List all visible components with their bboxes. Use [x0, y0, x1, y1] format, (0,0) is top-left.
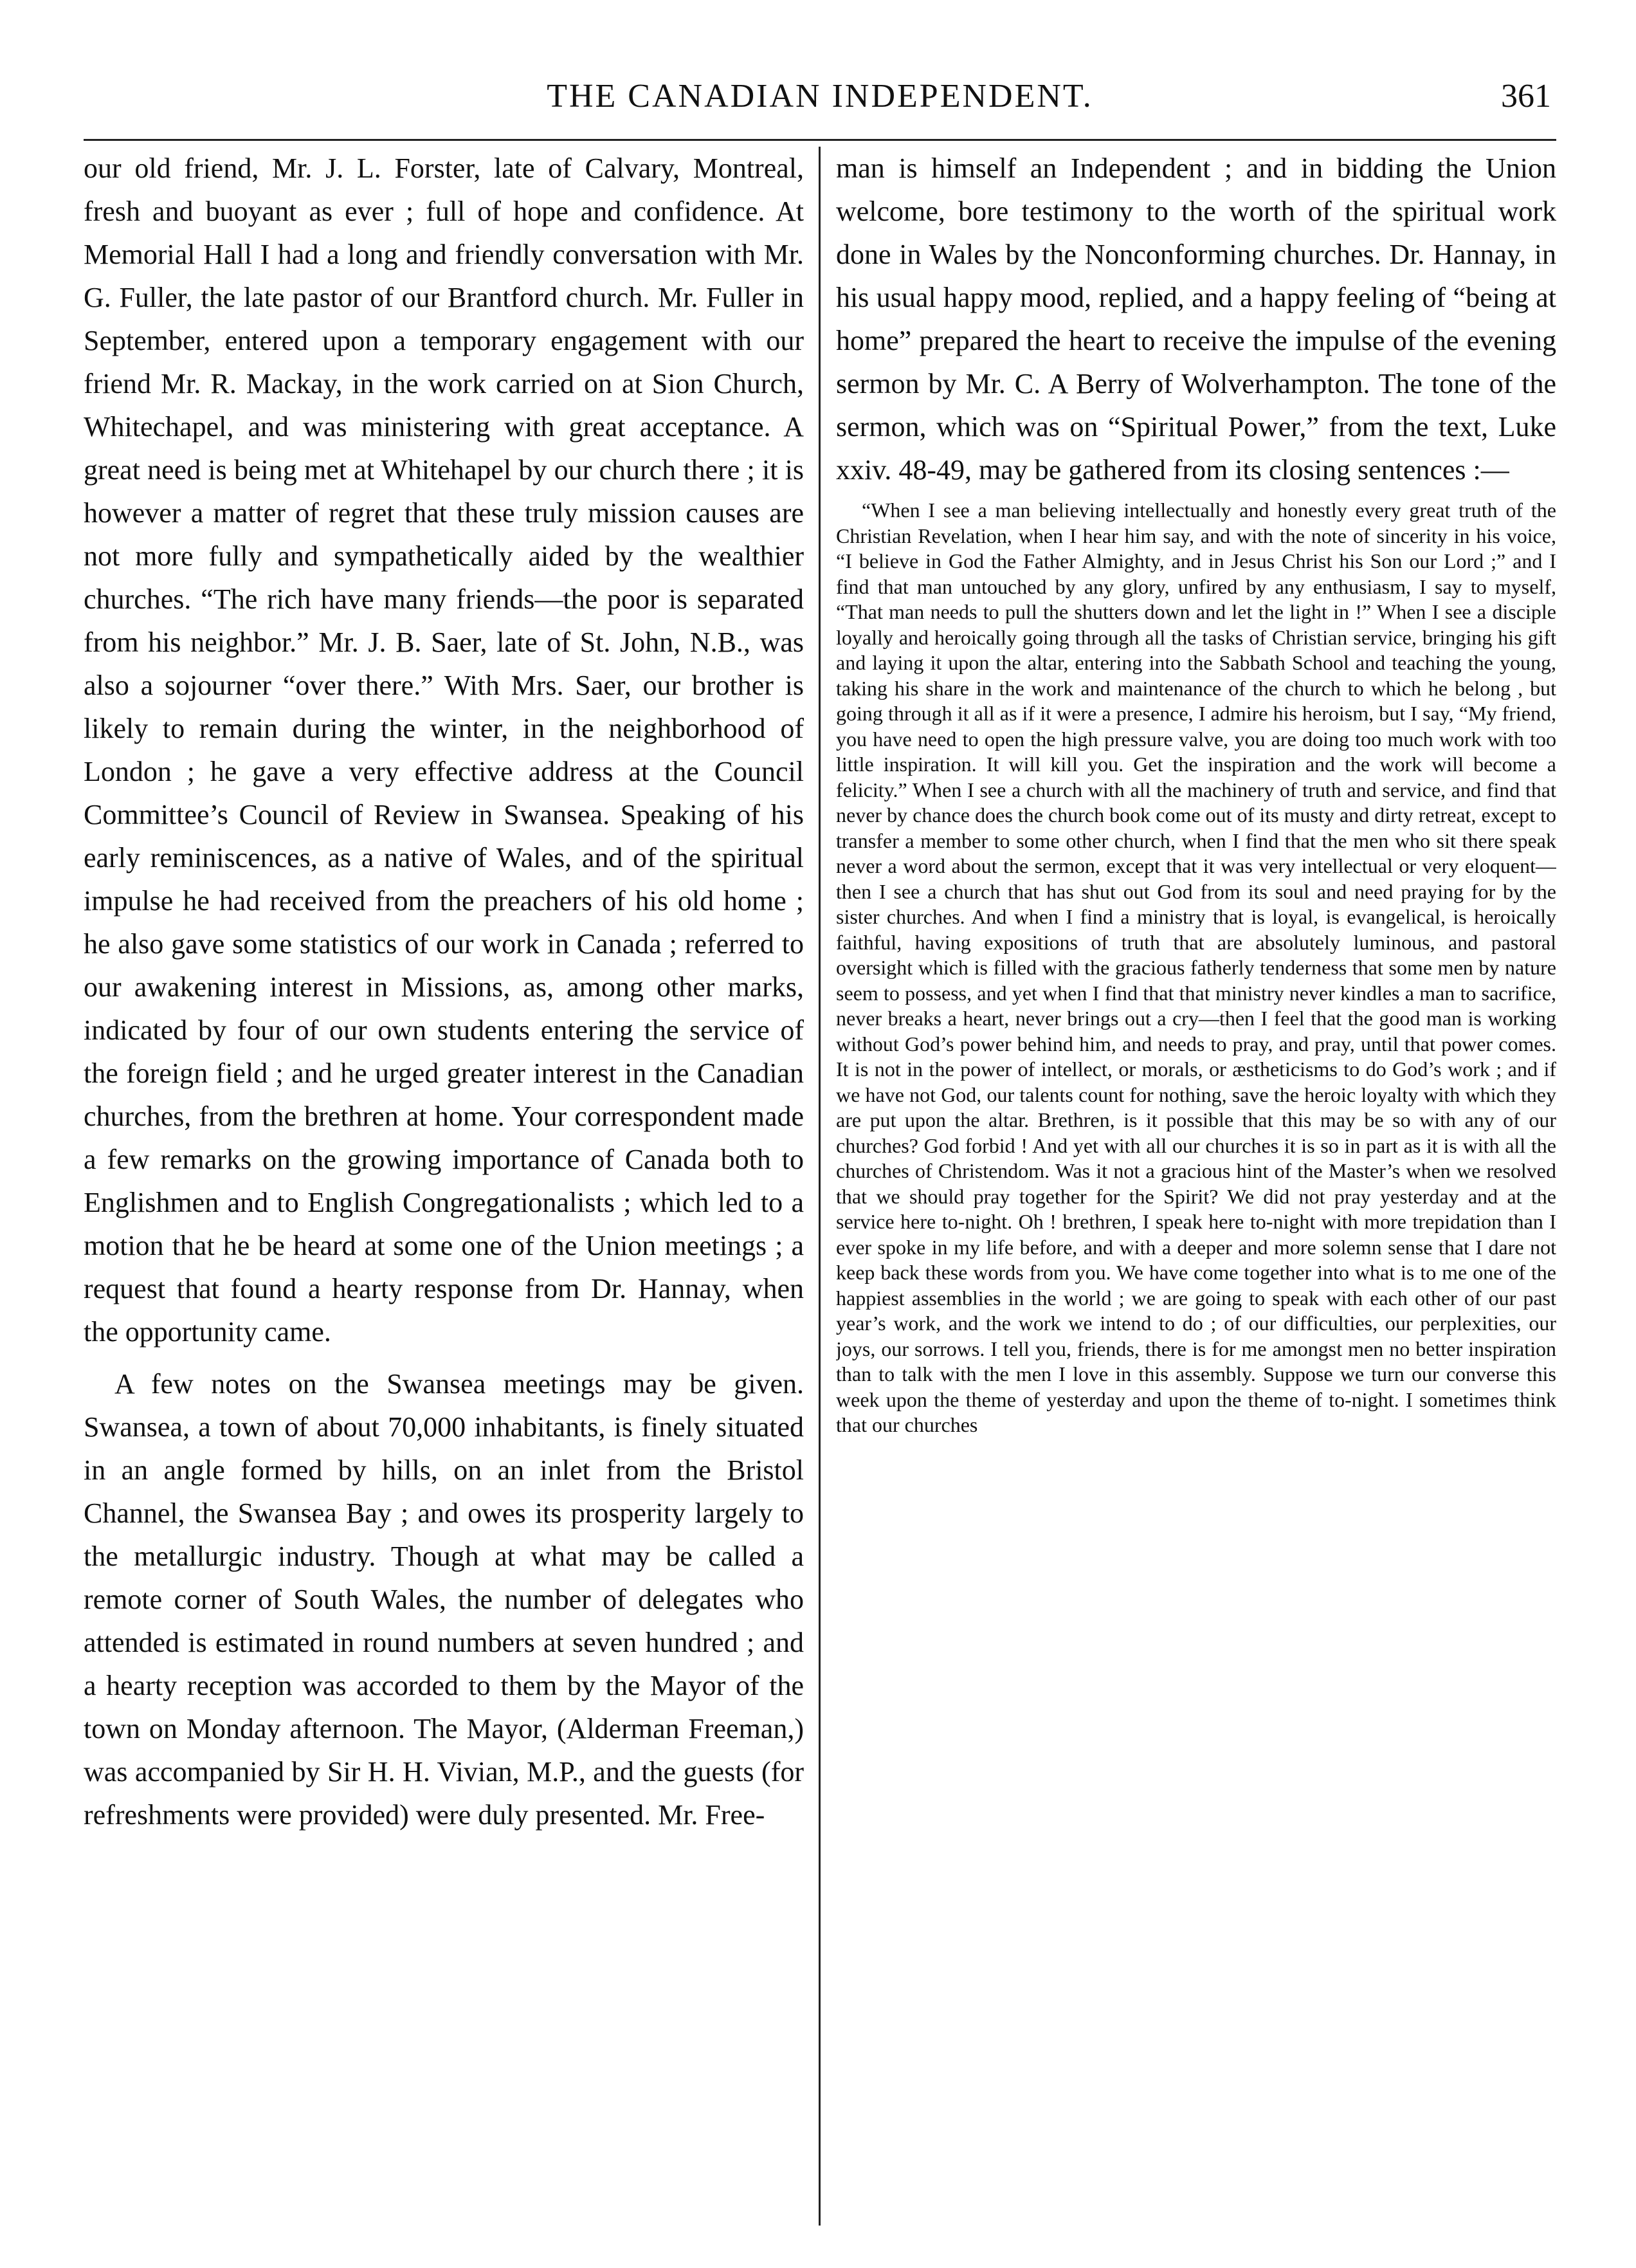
text-columns [84, 147, 1556, 2226]
page-number: 361 [1501, 78, 1551, 114]
header-rule [84, 139, 1556, 141]
column-divider [819, 147, 821, 2226]
publication-title: THE CANADIAN INDEPENDENT. [547, 78, 1093, 114]
running-head [84, 77, 1556, 127]
left-paragraph-2: A few notes on the Swansea meetings may be given. Swansea, a town of about 70,000 inhabitants, is finely situated in an angle formed by hills, on an inlet from the Bristol Channel, the Swansea Bay ; and owes its prosperity largely to the metallurgic industry. Though at what may be called a remote corner of South Wales, the number of delegates who attended is estimated in round numbers at seven hundred ; and a hearty reception was accorded to them by the Mayor of the town on Monday afternoon. The Mayor, (Alderman Freeman,) was accompanied by Sir H. H. Vivian, M.P., and the guests (for refreshments were provided) were duly presented. Mr. Free- [84, 1368, 804, 1831]
sermon-quote: “When I see a man believing intellectually and honestly every great truth of the Christian Revelation, when I hear him say, and with the note of sincerity in his voice, “I believe in God the Father Almighty, and in Jesus Christ his Son our Lord ;” and I find that man untouched by any glory, unfired by any enthusiasm, I say to myself, “That man needs to pull the shutters down and let the light in !” When I see a disciple loyally and heroically going through all the tasks of Christian service, bringing his gift and laying it upon the altar, entering into the Sabbath School and teaching the young, taking his share in the work and maintenance of the church to which he belong , but going through it all as if it were a presence, I admire his heroism, but I say, “My friend, you have need to open the high pressure valve, you are doing too much work with too little inspiration. It will kill you. Get the inspiration and the work will become a felicity.” When I see a church with all the machinery of truth and service, and find that never by chance does the church book come out of its musty and dirty retreat, except to transfer a member to some other church, when I find that the men who sit there speak never a word about the sermon, except that it was very intellectual or very eloquent—then I see a church that has shut out God from its soul and need praying for by the sister churches. And when I find a ministry that is loyal, is evangelical, is heroically faithful, having expositions of truth that are absolutely luminous, and pastoral oversight which is filled with the gracious fatherly tenderness that some men by nature seem to possess, and yet when I find that that ministry never kindles a man to sacrifice, never breaks a heart, never brings out a cry—then I feel that the good man is working without God’s power behind him, and needs to pray, and pray, until that power comes. It is not in the power of intellect, or morals, or æstheticisms to do God’s work ; and if we have not God, our talents count for nothing, save the heroic loyalty with which they are put upon the altar. Brethren, is it possible that this may be so with any of our churches? God forbid ! And yet with all our churches it is so in part as it is with all the churches of Christendom. Was it not a gracious hint of the Master’s when we resolved that we should pray together for the Spirit? We did not pray yesterday and at the service here to-night. Oh ! brethren, I speak here to-night with more trepidation than I ever spoke in my life before, and with a deeper and more solemn sense that I dare not keep back these words from you. We have come together into what is to me one of the happiest assemblies in the world ; we are going to speak with each other of our past year’s work, and the work we intend to do ; of our difficulties, our perplexities, our joys, our sorrows. I tell you, friends, there is for me amongst men no better inspiration than to talk with the men I love in this assembly. Suppose we turn our converse this week upon the theme of yesterday and upon the theme of to-night. I sometimes think that our churches [836, 498, 1556, 1436]
newspaper-page [84, 77, 1556, 2226]
right-paragraph-1: man is himself an Independent ; and in bidding the Union welcome, bore testimony to the worth of the spiritual work done in Wales by the Nonconforming churches. Dr. Hannay, in his usual happy mood, replied, and a happy feeling of “being at home” prepared the heart to receive the impulse of the evening sermon by Mr. C. A Berry of Wolverhampton. The tone of the sermon, which was on “Spiritual Power,” from the text, Luke xxiv. 48-49, may be gathered from its closing sentences :— [836, 152, 1556, 486]
right-column [836, 147, 1556, 2226]
left-paragraph-1: our old friend, Mr. J. L. Forster, late of Calvary, Montreal, fresh and buoyant as ever ; full of hope and confidence. At Memorial Hall I had a long and friendly conversation with Mr. G. Fuller, the late pastor of our Brantford church. Mr. Fuller in September, entered upon a temporary engagement with our friend Mr. R. Mackay, in the work carried on at Sion Church, Whitechapel, and was ministering with great acceptance. A great need is being met at Whitehapel by our church there ; it is however a matter of regret that these truly mission causes are not more fully and sympathetically aided by the wealthier churches. “The rich have many friends—the poor is separated from his neighbor.” Mr. J. B. Saer, late of St. John, N.B., was also a sojourner “over there.” With Mrs. Saer, our brother is likely to remain during the winter, in the neighborhood of London ; he gave a very effective address at the Council Committee’s Council of Review in Swansea. Speaking of his early reminiscences, as a native of Wales, and of the spiritual impulse he had received from the preachers of his old home ; he also gave some statistics of our work in Canada ; referred to our awakening interest in Missions, as, among other marks, indicated by four of our own students entering the service of the foreign field ; and he urged greater interest in the Canadian churches, from the brethren at home. Your correspondent made a few remarks on the growing importance of Canada both to Englishmen and to English Congregationalists ; which led to a motion that he be heard at some one of the Union meetings ; a request that found a hearty response from Dr. Hannay, when the opportunity came. [84, 152, 804, 1348]
left-column [84, 147, 804, 2226]
